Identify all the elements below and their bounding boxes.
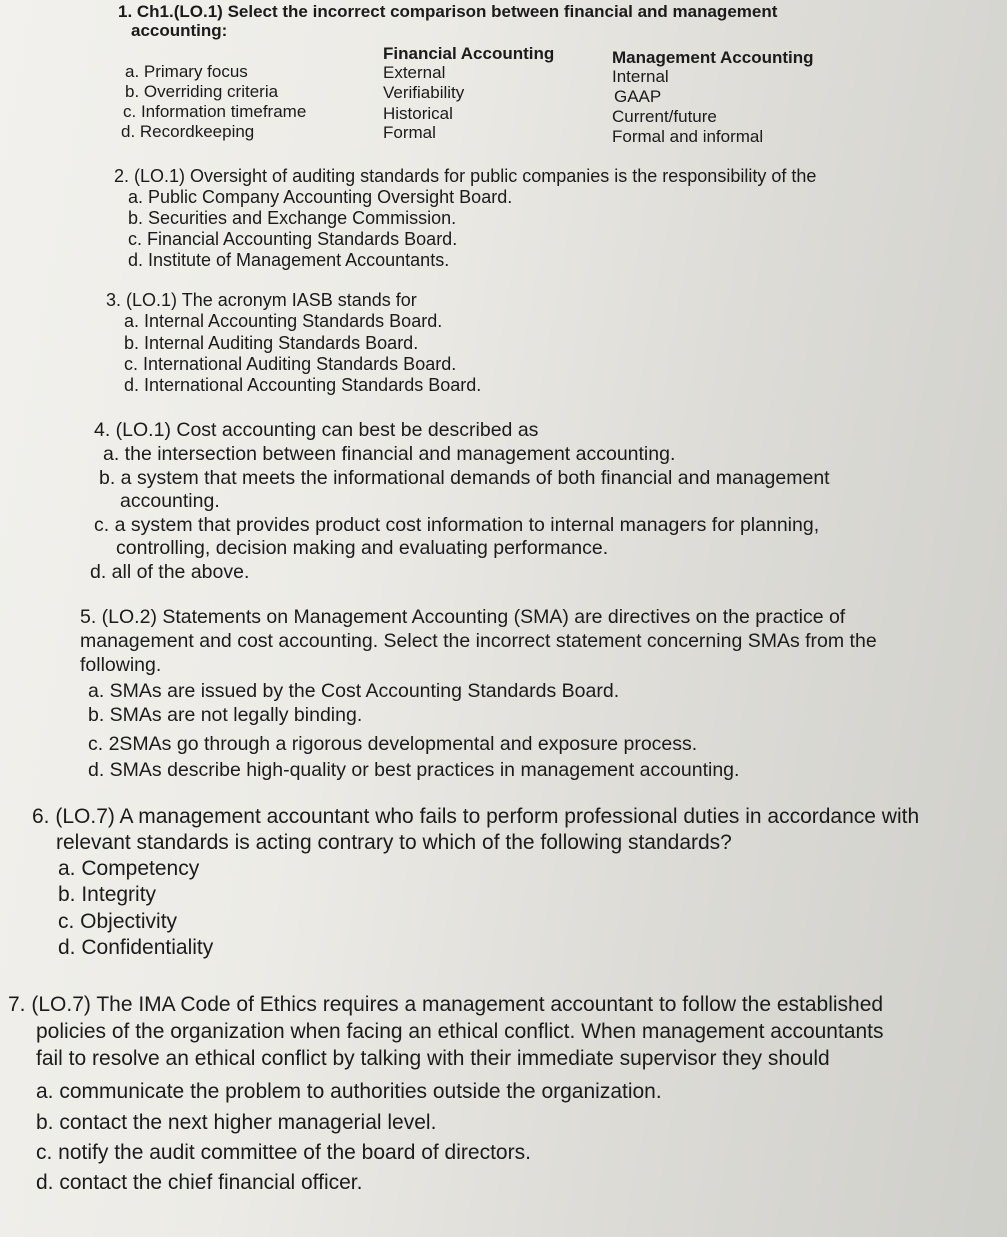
q6-stem-line-1: 6. (LO.7) A management accountant who fails to perform professional duties in accordance with xyxy=(32,805,920,828)
q4-option-b-cont: accounting. xyxy=(120,490,220,512)
q1-header-financial: Financial Accounting xyxy=(383,44,555,63)
q4-option-c-cont: controlling, decision making and evaluating performance. xyxy=(116,537,609,559)
q4-option-c: c. a system that provides product cost information to internal managers for planning, xyxy=(94,514,820,536)
q4-option-a: a. the intersection between financial and management accounting. xyxy=(103,443,676,465)
q7-stem-line-1: 7. (LO.7) The IMA Code of Ethics requires a management accountant to follow the established xyxy=(8,993,884,1016)
q1-stem-line-1: 1. Ch1.(LO.1) Select the incorrect comparison between financial and management xyxy=(118,2,778,21)
q5-stem-line-2: management and cost accounting. Select the incorrect statement concerning SMAs from the xyxy=(80,630,877,652)
q3-option-a: a. Internal Accounting Standards Board. xyxy=(124,311,443,331)
q3-option-c: c. International Auditing Standards Board. xyxy=(124,354,457,374)
q2-option-b: b. Securities and Exchange Commission. xyxy=(128,208,457,228)
q3-option-d: d. International Accounting Standards Board. xyxy=(124,375,482,395)
q5-option-b: b. SMAs are not legally binding. xyxy=(88,704,363,726)
q5-option-a: a. SMAs are issued by the Cost Accounting Standards Board. xyxy=(88,680,620,702)
q5-stem-line-3: following. xyxy=(80,654,162,676)
q4-option-d: d. all of the above. xyxy=(90,561,250,583)
q4-stem-line-1: 4. (LO.1) Cost accounting can best be described as xyxy=(94,419,539,441)
q1-stem-line-2: accounting: xyxy=(131,21,228,40)
q1-row-b-label: b. Overriding criteria xyxy=(125,82,279,101)
q5-option-c: c. 2SMAs go through a rigorous developmental and exposure process. xyxy=(88,733,698,755)
q1-row-d-label: d. Recordkeeping xyxy=(121,122,255,141)
q3-stem-line-1: 3. (LO.1) The acronym IASB stands for xyxy=(106,290,417,310)
q1-row-b-financial: Verifiability xyxy=(383,83,465,102)
q6-option-a: a. Competency xyxy=(58,857,200,880)
q4-option-b: b. a system that meets the informational demands of both financial and management xyxy=(99,467,830,489)
q5-stem-line-1: 5. (LO.2) Statements on Management Accounting (SMA) are directives on the practice of xyxy=(80,606,846,628)
q1-row-c-financial: Historical xyxy=(383,104,453,123)
q6-stem-line-2: relevant standards is acting contrary to which of the following standards? xyxy=(56,831,732,854)
q1-row-a-financial: External xyxy=(383,63,446,82)
q1-header-management: Management Accounting xyxy=(612,48,814,67)
q2-option-d: d. Institute of Management Accountants. xyxy=(128,250,450,270)
q1-row-b-management: GAAP xyxy=(614,87,662,106)
q7-stem-line-3: fail to resolve an ethical conflict by talking with their immediate supervisor they should xyxy=(36,1047,830,1070)
q7-stem-line-2: policies of the organization when facing an ethical conflict. When management accountants xyxy=(36,1020,884,1043)
q6-option-c: c. Objectivity xyxy=(58,910,178,933)
q1-row-c-management: Current/future xyxy=(612,107,717,126)
q1-row-d-management: Formal and informal xyxy=(612,127,764,146)
q3-option-b: b. Internal Auditing Standards Board. xyxy=(124,333,419,353)
q7-option-c: c. notify the audit committee of the board of directors. xyxy=(36,1141,531,1164)
q7-option-b: b. contact the next higher managerial level. xyxy=(36,1111,437,1134)
q2-stem-line-1: 2. (LO.1) Oversight of auditing standards for public companies is the responsibility of the xyxy=(114,166,817,186)
q5-option-d: d. SMAs describe high-quality or best practices in management accounting. xyxy=(88,759,740,781)
q7-option-d: d. contact the chief financial officer. xyxy=(36,1171,363,1194)
q1-row-c-label: c. Information timeframe xyxy=(123,102,307,121)
q6-option-b: b. Integrity xyxy=(58,883,157,906)
q1-row-a-label: a. Primary focus xyxy=(125,62,248,81)
q1-row-d-financial: Formal xyxy=(383,123,436,142)
q6-option-d: d. Confidentiality xyxy=(58,936,214,959)
q1-row-a-management: Internal xyxy=(612,67,669,86)
q2-option-a: a. Public Company Accounting Oversight Board. xyxy=(128,187,513,207)
q7-option-a: a. communicate the problem to authorities outside the organization. xyxy=(36,1080,662,1103)
q2-option-c: c. Financial Accounting Standards Board. xyxy=(128,229,458,249)
